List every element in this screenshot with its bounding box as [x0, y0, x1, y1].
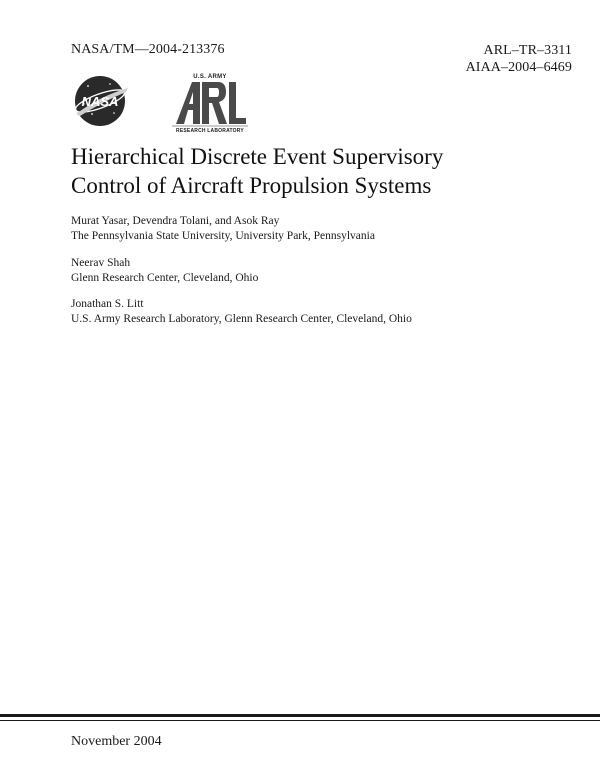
arl-army-text: U.S. ARMY [193, 74, 227, 80]
title-line-1: Hierarchical Discrete Event Supervisory [71, 144, 444, 169]
author-affiliation: Glenn Research Center, Cleveland, Ohio [71, 272, 259, 284]
author-block-3 [71, 297, 412, 327]
author-affiliation: The Pennsylvania State University, University Park, Pennsylvania [71, 230, 375, 242]
title-line-2: Control of Aircraft Propulsion Systems [71, 173, 432, 198]
nasa-logo-icon [70, 74, 132, 128]
author-names: Jonathan S. Litt [71, 298, 144, 310]
author-block-2 [71, 256, 258, 286]
author-block-1 [71, 214, 375, 244]
author-affiliation: U.S. Army Research Laboratory, Glenn Research Center, Cleveland, Ohio [71, 313, 412, 325]
report-numbers-right [466, 42, 572, 76]
footer-rule-thick [0, 714, 600, 717]
report-number-nasa: NASA/TM—2004-213376 [71, 42, 225, 57]
arl-logo-icon [170, 72, 250, 134]
nasa-wordmark: NASA [81, 94, 119, 109]
report-number-arl: ARL–TR–3311 [483, 43, 572, 58]
arl-lab-text: RESEARCH LABORATORY [176, 128, 244, 134]
author-names: Murat Yasar, Devendra Tolani, and Asok Ray [71, 215, 280, 227]
footer-rule-thin [0, 720, 600, 721]
report-number-aiaa: AIAA–2004–6469 [465, 60, 572, 75]
document-title [71, 142, 571, 200]
publication-date: November 2004 [71, 734, 162, 749]
author-names: Neerav Shah [71, 257, 131, 269]
